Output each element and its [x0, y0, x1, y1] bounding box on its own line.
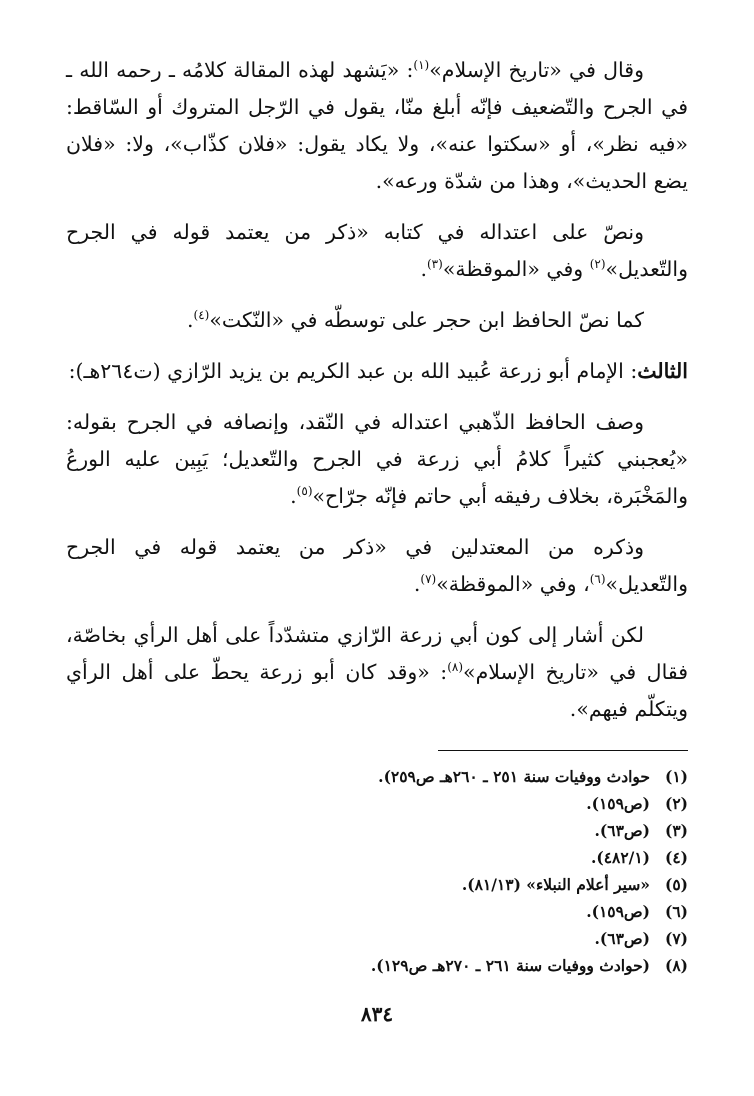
paragraph-3-text: كما نصّ الحافظ ابن حجر على توسطّه في «النّكت» — [209, 308, 644, 332]
footnote-6 — [66, 898, 688, 925]
footnote-text: حوادث ووفيات سنة ٢٥١ ـ ٢٦٠هـ ص٢٥٩). — [378, 767, 650, 786]
page-number: ٨٣٤ — [360, 1002, 394, 1026]
footnote-1 — [66, 763, 688, 790]
page-body — [66, 52, 688, 979]
footnote-ref-4[interactable]: (٤) — [193, 308, 210, 323]
paragraph-6 — [66, 529, 688, 603]
footnote-number: (٨) — [664, 956, 688, 975]
footnote-number: (٦) — [664, 902, 688, 921]
footnote-5 — [66, 871, 688, 898]
footnote-ref-3[interactable]: (٣) — [426, 257, 443, 272]
paragraph-4-text: : الإمام أبو زرعة عُبيد الله بن عبد الكريم بن يزيد الرّازي (ت٢٦٤هـ): — [68, 359, 638, 383]
footnote-number: (٢) — [664, 794, 688, 813]
footnote-2 — [66, 790, 688, 817]
footnote-ref-1[interactable]: (١) — [413, 58, 430, 73]
paragraph-2-rest2: . — [420, 257, 427, 281]
paragraph-2 — [66, 214, 688, 288]
footnote-text: (ص٦٣). — [594, 821, 650, 840]
paragraph-1 — [66, 52, 688, 200]
section-heading-third: الثالث — [637, 359, 688, 383]
footnote-ref-2[interactable]: (٢) — [589, 257, 606, 272]
footnote-text: (حوادث ووفيات سنة ٢٦١ ـ ٢٧٠هـ ص١٢٩). — [370, 956, 650, 975]
paragraph-7-text: لكن أشار إلى كون أبي زرعة الرّازي متشدّداً على أهل الرأي بخاصّة، فقال في «تاريخ الإسلام» — [66, 623, 688, 684]
paragraph-6-rest: ، وفي «الموقظة» — [436, 572, 590, 596]
footnote-ref-6[interactable]: (٦) — [589, 572, 606, 587]
footnote-text: (ص١٥٩). — [586, 902, 650, 921]
paragraph-5-rest: . — [290, 484, 297, 508]
paragraph-5-text: وصف الحافظ الذّهبي اعتداله في النّقد، وإنصافه في الجرح بقوله: «يُعجبني كثيراً كلامُ أبي زرعة في الجرح والتّعديل؛ يَبِين عليه الورعُ والمَخْبَرة، بخلاف رفيقه أبي حاتم فإنّه جرّاح» — [66, 410, 688, 508]
paragraph-3 — [66, 302, 688, 339]
paragraph-2-text: ونصّ على اعتداله في كتابه «ذكر من يعتمد قوله في الجرح والتّعديل» — [66, 220, 688, 281]
paragraph-6-rest2: . — [413, 572, 421, 596]
footnote-number: (٣) — [664, 821, 688, 840]
footnote-number: (١) — [664, 767, 688, 786]
paragraph-2-rest: وفي «الموقظة» — [442, 257, 590, 281]
footnote-ref-5[interactable]: (٥) — [296, 484, 313, 499]
paragraph-7 — [66, 617, 688, 728]
footnote-3 — [66, 817, 688, 844]
footnote-ref-7[interactable]: (٧) — [420, 572, 437, 587]
footnote-number: (٥) — [664, 875, 688, 894]
paragraph-5 — [66, 404, 688, 515]
footnote-number: (٤) — [664, 848, 688, 867]
footnote-text: (ص٦٣). — [594, 929, 650, 948]
footnote-text: (٤٨٢/١). — [590, 848, 650, 867]
footnotes-list — [66, 763, 688, 979]
paragraph-7-rest: : «وقد كان أبو زرعة يحطّ على أهل الرأي ويتكلّم فيهم». — [66, 660, 688, 721]
paragraph-1-text: وقال في «تاريخ الإسلام» — [429, 58, 644, 82]
paragraph-1-rest: : «يَشهد لهذه المقالة كلامُه ـ رحمه الله ـ في الجرح والتّضعيف فإنّه أبلغ منّا، يقول في الرّجل المتروك أو السّاقط: «فيه نظر»، أو «سكتوا عنه»، ولا يكاد يقول: «فلان كذّاب»، ولا: «فلان يضع الحديث»، وهذا من شدّة ورعه». — [66, 58, 688, 193]
paragraph-4 — [66, 353, 688, 390]
footnote-number: (٧) — [664, 929, 688, 948]
footnote-text: (ص١٥٩). — [586, 794, 650, 813]
footnote-8 — [66, 952, 688, 979]
footnote-ref-8[interactable]: (٨) — [447, 660, 464, 675]
paragraph-6-text: وذكره من المعتدلين في «ذكر من يعتمد قوله في الجرح والتّعديل» — [66, 535, 688, 596]
footnote-divider — [438, 750, 688, 751]
footnote-7 — [66, 925, 688, 952]
footnote-text: «سير أعلام النبلاء» (٨١/١٣). — [461, 875, 650, 894]
footnote-4 — [66, 844, 688, 871]
paragraph-3-rest: . — [186, 308, 194, 332]
